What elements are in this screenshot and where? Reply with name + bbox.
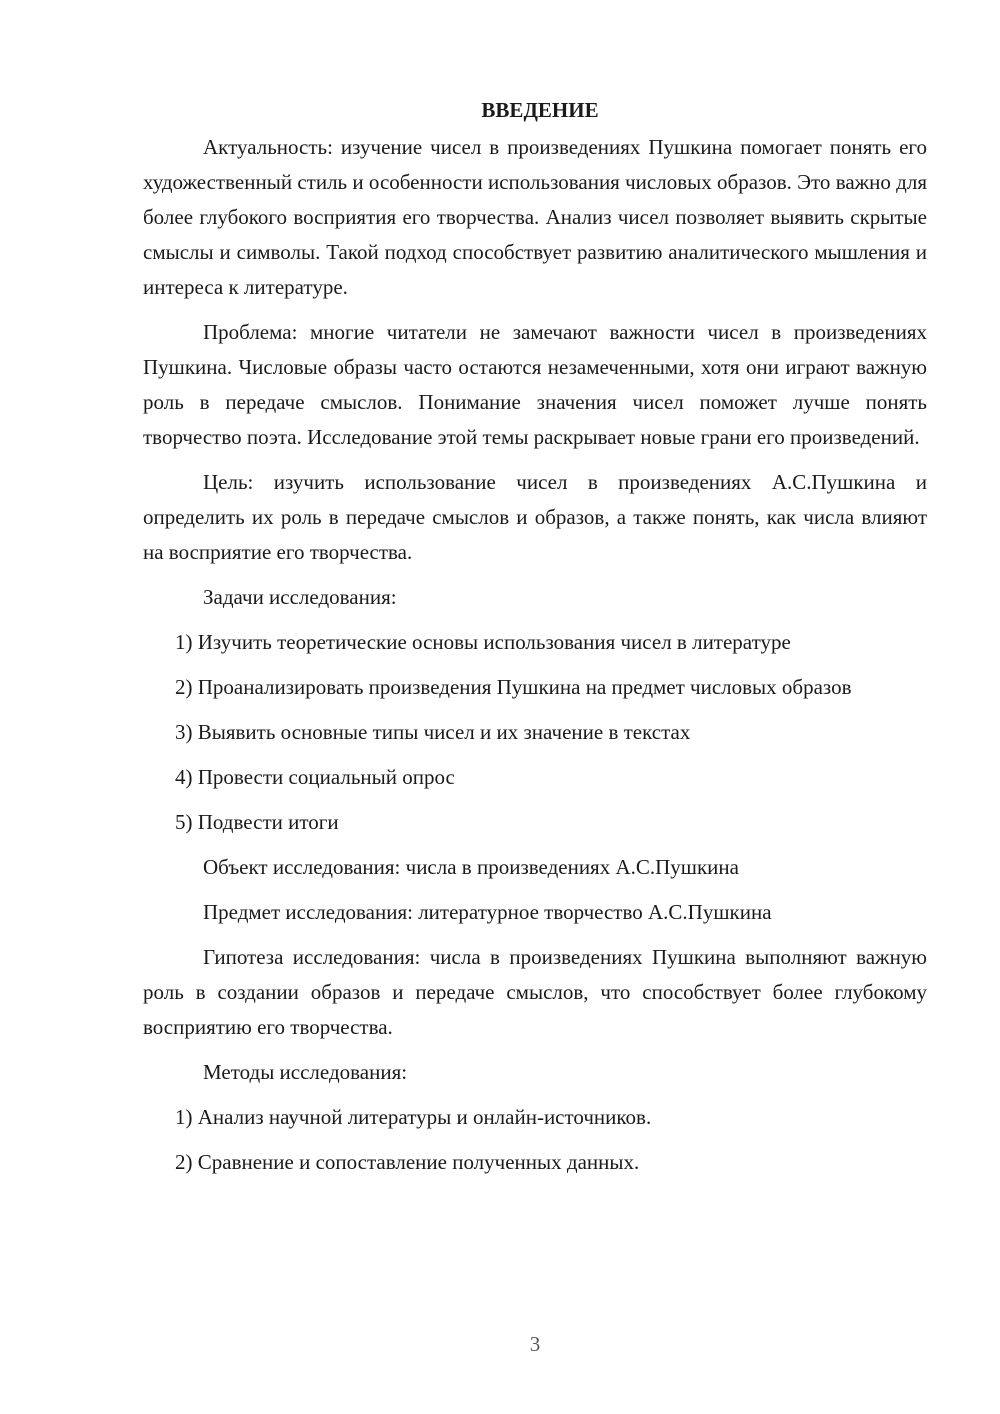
hypothesis-paragraph: Гипотеза исследования: числа в произведениях Пушкина выполняют важную роль в создании образов и передаче смыслов, что способствует более глубокому восприятию его творчества.	[143, 945, 927, 1039]
methods-heading: Методы исследования:	[203, 1060, 408, 1084]
method-item-2: 2) Сравнение и сопоставление полученных данных.	[175, 1150, 640, 1174]
method-item-1: 1) Анализ научной литературы и онлайн-источников.	[175, 1105, 652, 1129]
task-item-3: 3) Выявить основные типы чисел и их значение в текстах	[175, 720, 691, 744]
task-item-5: 5) Подвести итоги	[175, 810, 339, 834]
problem-paragraph: Проблема: многие читатели не замечают важности чисел в произведениях Пушкина. Числовые образы часто остаются незамеченными, хотя они играют важную роль в передаче смыслов. Понимание значения чисел поможет лучше понять творчество поэта. Исследование этой темы раскрывает новые грани его произведений.	[143, 320, 927, 449]
tasks-heading: Задачи исследования:	[203, 585, 397, 609]
section-title: ВВЕДЕНИЕ	[481, 98, 599, 122]
research-object: Объект исследования: числа в произведениях А.С.Пушкина	[203, 855, 739, 879]
research-subject: Предмет исследования: литературное творчество А.С.Пушкина	[203, 900, 772, 924]
relevance-paragraph: Актуальность: изучение чисел в произведениях Пушкина помогает понять его художественный стиль и особенности использования числовых образов. Это важно для более глубокого восприятия его творчества. Анализ чисел позволяет выявить скрытые смыслы и символы. Такой подход способствует развитию аналитического мышления и интереса к литературе.	[143, 135, 927, 299]
goal-paragraph: Цель: изучить использование чисел в произведениях А.С.Пушкина и определить их роль в передаче смыслов и образов, а также понять, как числа влияют на восприятие его творчества.	[143, 470, 927, 564]
page-number: 3	[529, 1332, 541, 1356]
task-item-1: 1) Изучить теоретические основы использования чисел в литературе	[175, 630, 791, 654]
page-content	[143, 93, 927, 1190]
task-item-2: 2) Проанализировать произведения Пушкина на предмет числовых образов	[175, 675, 852, 699]
task-item-4: 4) Провести социальный опрос	[175, 765, 455, 789]
